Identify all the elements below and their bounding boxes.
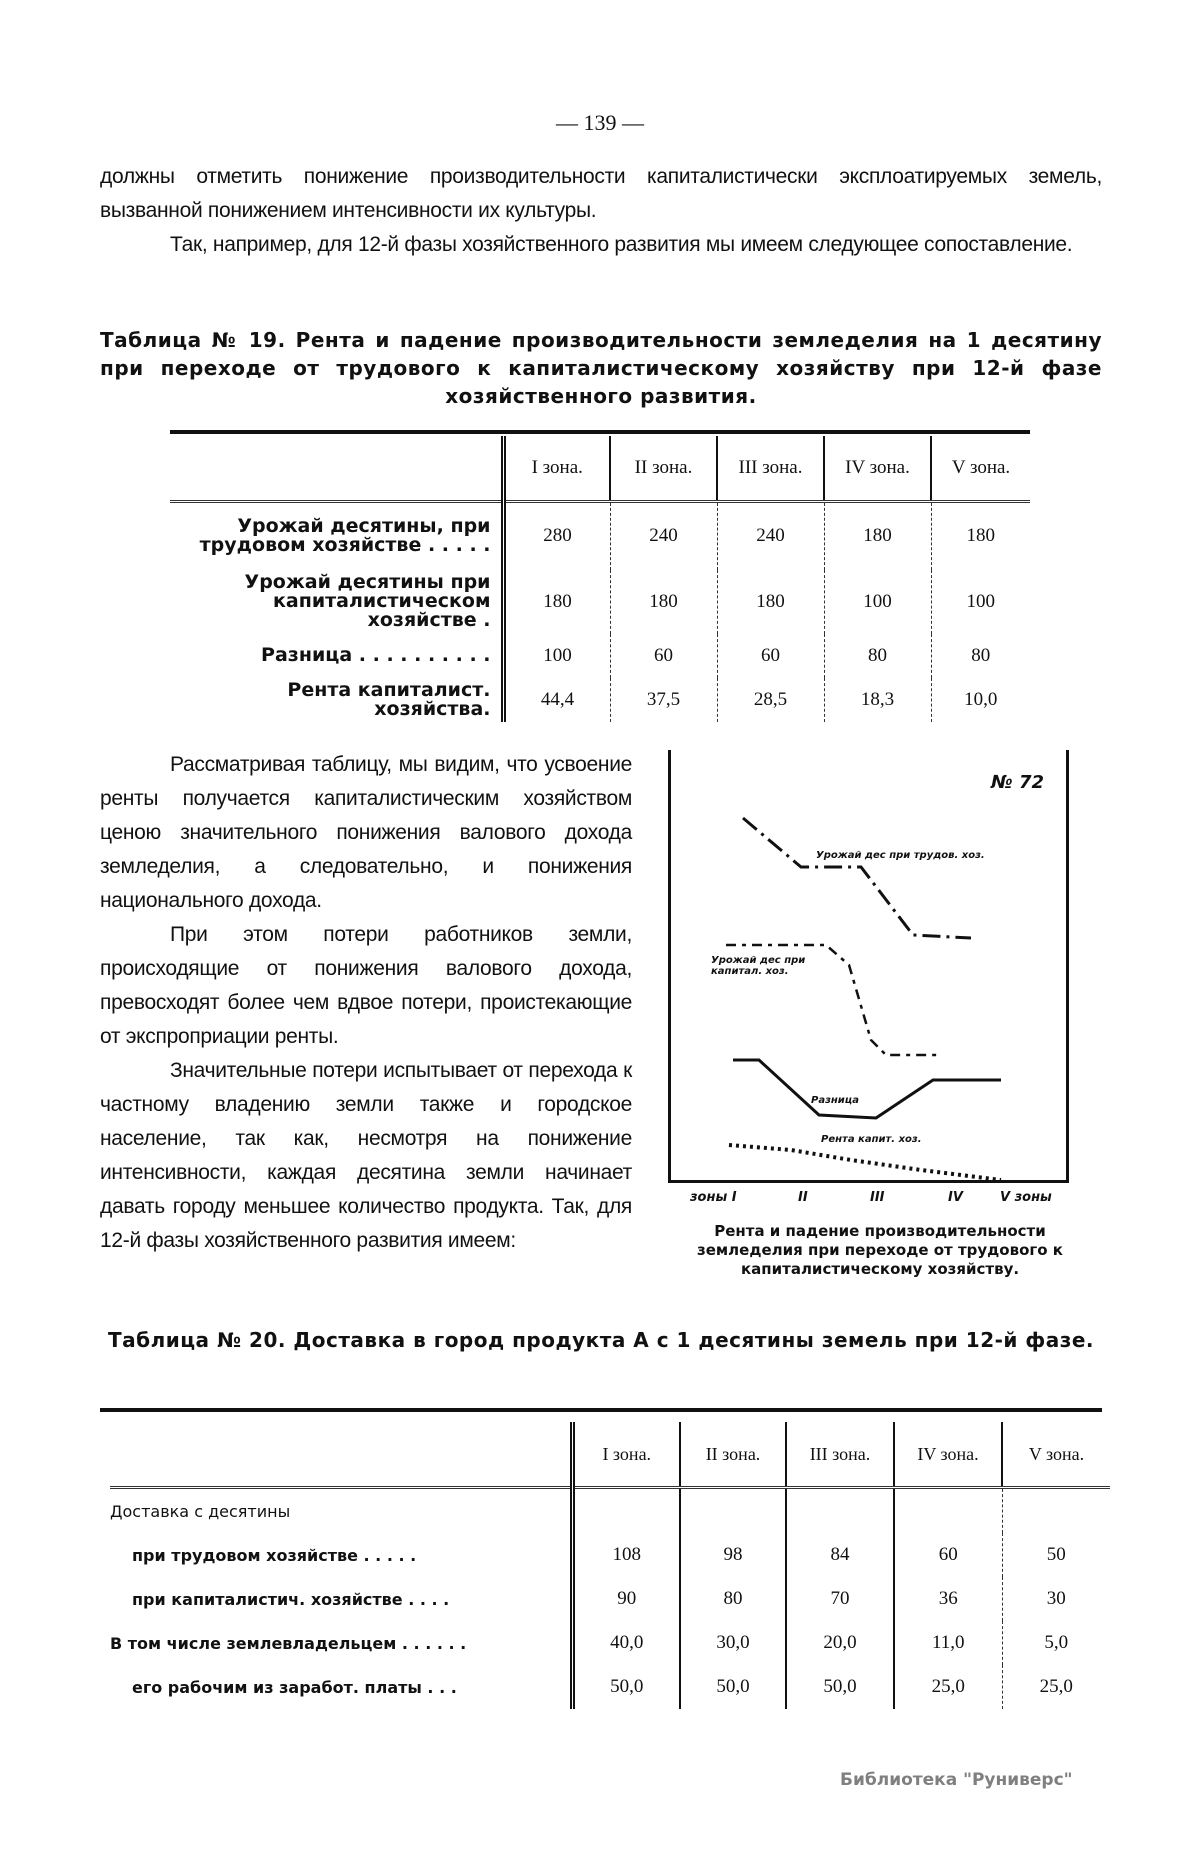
library-watermark: Библиотека "Руниверс" <box>840 1770 1073 1790</box>
figure-number-mark: № 72 <box>991 772 1044 793</box>
row-label: при трудовом хозяйстве . . . . . <box>132 1545 417 1565</box>
cell: 180 <box>824 502 931 570</box>
table-row <box>110 1621 1110 1665</box>
cell: 20,0 <box>786 1621 894 1665</box>
table-row <box>170 570 1030 634</box>
figure-label-labor-yield: Урожай дес при трудов. хоз. <box>816 850 985 861</box>
row-label: Урожай десятины, при трудовом хозяйстве . . . . . <box>199 515 491 557</box>
table-group-row <box>110 1488 1110 1534</box>
table-20-col-header: II зона. <box>680 1422 786 1488</box>
figure-72 <box>668 750 1069 1183</box>
figure-label-capital-yield: Урожай дес при капитал. хоз. <box>711 955 806 977</box>
intro-paragraph-1: должны отметить понижение производительности капиталистически эксплоатируемых земель, вызванной понижением интенсивности их культуры. <box>100 165 1102 222</box>
intro-text <box>100 160 1102 262</box>
table-20-col-header: V зона. <box>1002 1422 1110 1488</box>
table-row <box>110 1577 1110 1621</box>
row-label: Разница . . . . . . . . . . <box>261 644 491 666</box>
cell: 100 <box>503 634 610 678</box>
cell: 90 <box>572 1577 680 1621</box>
cell: 180 <box>931 502 1030 570</box>
table-20-col-header: I зона. <box>572 1422 680 1488</box>
table-row <box>170 502 1030 570</box>
cell: 18,3 <box>824 678 931 722</box>
cell: 44,4 <box>503 678 610 722</box>
intro-paragraph-2: Так, например, для 12-й фазы хозяйственного развития мы имеем следующее сопоставление. <box>170 233 1073 256</box>
table-row <box>110 1533 1110 1577</box>
row-label: при капиталистич. хозяйстве . . . . <box>132 1589 450 1609</box>
table-20-col-header: III зона. <box>786 1422 894 1488</box>
table-19-col-header: V зона. <box>931 436 1030 502</box>
cell: 108 <box>572 1533 680 1577</box>
axis-label: IV <box>948 1190 963 1205</box>
cell: 84 <box>786 1533 894 1577</box>
axis-label: V зоны <box>1000 1190 1052 1205</box>
cell: 50 <box>1002 1533 1110 1577</box>
cell: 240 <box>610 502 717 570</box>
cell: 180 <box>610 570 717 634</box>
table-20-top-rule <box>100 1408 1102 1412</box>
table-19-col-header: IV зона. <box>824 436 931 502</box>
cell: 40,0 <box>572 1621 680 1665</box>
cell: 30,0 <box>680 1621 786 1665</box>
row-label: его рабочим из заработ. платы . . . <box>132 1677 457 1697</box>
cell: 36 <box>894 1577 1002 1621</box>
page-number: — 139 — <box>556 110 644 135</box>
cell: 240 <box>717 502 824 570</box>
cell: 98 <box>680 1533 786 1577</box>
figure-label-difference: Разница <box>811 1095 859 1106</box>
table-19-corner <box>170 436 503 502</box>
body-paragraph-3: Значительные потери испытывает от перехода к частному владению земли также и городское население, так как, несмотря на понижение интенсивности, каждая десятина земли начинает давать городу меньшее количество продукта. Так, для 12-й фазы хозяйственного развития имеем: <box>100 1059 632 1252</box>
table-row <box>110 1665 1110 1709</box>
cell: 50,0 <box>572 1665 680 1709</box>
axis-label: зоны I <box>690 1190 737 1205</box>
cell: 80 <box>931 634 1030 678</box>
cell: 180 <box>717 570 824 634</box>
table-20-header-row <box>110 1422 1110 1488</box>
table-19-col-header: I зона. <box>503 436 610 502</box>
cell: 30 <box>1002 1577 1110 1621</box>
cell: 11,0 <box>894 1621 1002 1665</box>
cell: 70 <box>786 1577 894 1621</box>
row-label: Рента капиталист. хозяйства. <box>287 678 491 720</box>
cell: 28,5 <box>717 678 824 722</box>
cell: 60 <box>717 634 824 678</box>
table-19-col-header: II зона. <box>610 436 717 502</box>
cell: 5,0 <box>1002 1621 1110 1665</box>
row-label: В том числе землевладельцем . . . . . . <box>110 1633 467 1653</box>
axis-label: II <box>798 1190 808 1205</box>
table-19 <box>170 436 1030 722</box>
cell: 25,0 <box>894 1665 1002 1709</box>
row-label: Урожай десятины при капиталистическом хозяйстве . <box>244 571 491 631</box>
table-row <box>170 678 1030 722</box>
group-label: Доставка с десятины <box>110 1501 291 1521</box>
cell: 60 <box>610 634 717 678</box>
cell: 50,0 <box>786 1665 894 1709</box>
cell: 60 <box>894 1533 1002 1577</box>
table-row <box>170 634 1030 678</box>
body-text <box>100 748 632 1258</box>
table-20-corner <box>110 1422 572 1488</box>
cell: 50,0 <box>680 1665 786 1709</box>
cell: 100 <box>931 570 1030 634</box>
figure-caption: Рента и падение производительности земледелия при переходе от трудового к капиталистическому хозяйству. <box>697 1222 1063 1278</box>
axis-label: III <box>870 1190 885 1205</box>
body-paragraph-1: Рассматривая таблицу, мы видим, что усвоение ренты получается капиталистическим хозяйством ценою значительного понижения валового дохода земледелия, а следовательно, и понижения национального дохода. <box>100 753 632 912</box>
figure-axis-labels <box>670 1190 1070 1214</box>
cell: 100 <box>824 570 931 634</box>
table-20 <box>110 1422 1110 1709</box>
table-19-col-header: III зона. <box>717 436 824 502</box>
cell: 25,0 <box>1002 1665 1110 1709</box>
figure-label-rent: Рента капит. хоз. <box>821 1134 922 1145</box>
cell: 80 <box>824 634 931 678</box>
table-20-col-header: IV зона. <box>894 1422 1002 1488</box>
cell: 180 <box>503 570 610 634</box>
table-19-header-row <box>170 436 1030 502</box>
body-paragraph-2: При этом потери работников земли, происходящие от понижения валового дохода, превосходят более чем вдвое потери, проистекающие от экспроприации ренты. <box>100 923 632 1048</box>
cell: 10,0 <box>931 678 1030 722</box>
table-19-top-rule <box>170 430 1030 434</box>
table-19-title: Таблица № 19. Рента и падение производительности земледелия на 1 десятину при переходе от трудового к капиталистическому хозяйству при 12-й фазе хозяйственного развития. <box>100 328 1102 408</box>
table-20-title: Таблица № 20. Доставка в город продукта А с 1 десятины земель при 12-й фазе. <box>107 1328 1095 1352</box>
cell: 37,5 <box>610 678 717 722</box>
cell: 280 <box>503 502 610 570</box>
cell: 80 <box>680 1577 786 1621</box>
